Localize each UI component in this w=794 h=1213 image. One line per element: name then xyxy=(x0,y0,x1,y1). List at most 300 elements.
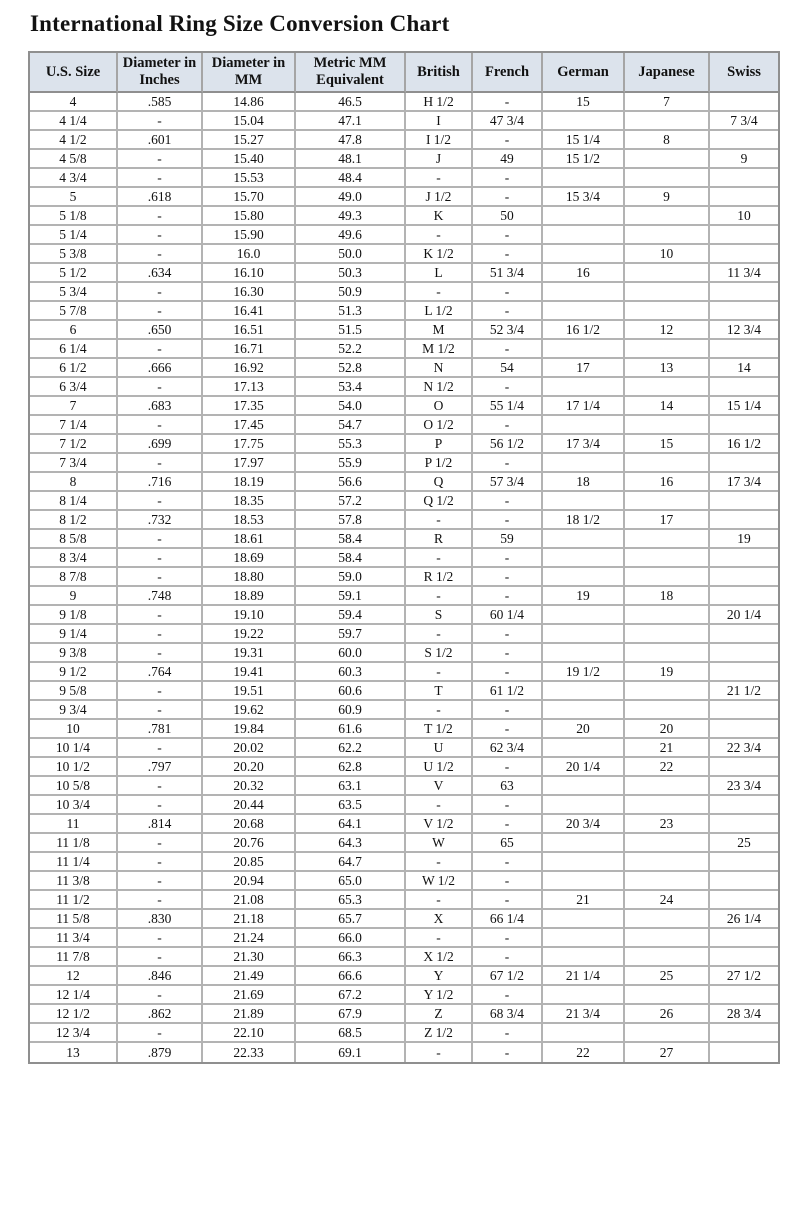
table-cell: 17 3/4 xyxy=(710,473,778,492)
table-cell: 48.1 xyxy=(296,150,406,169)
table-row xyxy=(30,397,778,416)
table-cell: 50.9 xyxy=(296,283,406,302)
table-cell xyxy=(543,777,625,796)
table-cell: - xyxy=(118,853,203,872)
table-cell: 20 3/4 xyxy=(543,815,625,834)
table-cell xyxy=(710,492,778,511)
table-cell xyxy=(625,625,710,644)
table-cell: 19.41 xyxy=(203,663,296,682)
table-cell: .781 xyxy=(118,720,203,739)
table-cell: 54.7 xyxy=(296,416,406,435)
table-cell: - xyxy=(473,625,543,644)
table-cell xyxy=(543,910,625,929)
table-cell: 58.4 xyxy=(296,549,406,568)
table-cell: 15 xyxy=(625,435,710,454)
table-row xyxy=(30,853,778,872)
table-cell: - xyxy=(118,796,203,815)
table-cell xyxy=(625,777,710,796)
table-cell: 11 1/8 xyxy=(30,834,118,853)
table-cell: 16.10 xyxy=(203,264,296,283)
table-cell: H 1/2 xyxy=(406,93,473,112)
table-cell: 12 1/2 xyxy=(30,1005,118,1024)
table-cell xyxy=(625,454,710,473)
table-cell: R xyxy=(406,530,473,549)
table-cell: - xyxy=(473,929,543,948)
table-cell: O xyxy=(406,397,473,416)
table-cell: 21.24 xyxy=(203,929,296,948)
table-cell: 11 3/4 xyxy=(30,929,118,948)
table-cell: - xyxy=(473,131,543,150)
table-cell xyxy=(543,625,625,644)
table-cell: 5 3/8 xyxy=(30,245,118,264)
table-row xyxy=(30,131,778,150)
table-header-cell: U.S. Size xyxy=(30,53,118,93)
table-cell: Y xyxy=(406,967,473,986)
table-cell xyxy=(625,150,710,169)
table-header-cell: French xyxy=(473,53,543,93)
table-cell xyxy=(710,587,778,606)
table-cell: .732 xyxy=(118,511,203,530)
table-cell: 7 xyxy=(625,93,710,112)
table-cell xyxy=(543,929,625,948)
table-cell: 67 1/2 xyxy=(473,967,543,986)
table-cell: 21.69 xyxy=(203,986,296,1005)
table-cell xyxy=(543,169,625,188)
table-cell: 65 xyxy=(473,834,543,853)
table-cell: 18 xyxy=(625,587,710,606)
table-cell: - xyxy=(118,682,203,701)
table-cell: - xyxy=(473,815,543,834)
table-row xyxy=(30,1005,778,1024)
table-cell: 22 xyxy=(543,1043,625,1062)
table-cell xyxy=(710,226,778,245)
table-cell: 10 5/8 xyxy=(30,777,118,796)
table-cell xyxy=(710,853,778,872)
table-cell: 47.8 xyxy=(296,131,406,150)
table-row xyxy=(30,796,778,815)
table-cell: 63.5 xyxy=(296,796,406,815)
table-cell xyxy=(710,948,778,967)
table-cell: - xyxy=(118,283,203,302)
table-cell: - xyxy=(118,986,203,1005)
table-cell: 20.02 xyxy=(203,739,296,758)
table-cell: 50 xyxy=(473,207,543,226)
table-row xyxy=(30,929,778,948)
table-cell: 22 xyxy=(625,758,710,777)
table-cell xyxy=(710,1024,778,1043)
table-cell: .830 xyxy=(118,910,203,929)
table-cell xyxy=(543,644,625,663)
table-cell xyxy=(710,169,778,188)
table-cell: 64.1 xyxy=(296,815,406,834)
table-row xyxy=(30,112,778,131)
table-cell: 9 xyxy=(625,188,710,207)
table-cell: 12 xyxy=(30,967,118,986)
table-header-cell: Diameter in MM xyxy=(203,53,296,93)
table-cell xyxy=(710,188,778,207)
table-cell: 56.6 xyxy=(296,473,406,492)
table-cell: 55.9 xyxy=(296,454,406,473)
table-cell: 10 xyxy=(625,245,710,264)
table-row xyxy=(30,93,778,112)
table-cell: .585 xyxy=(118,93,203,112)
table-cell: 19 xyxy=(710,530,778,549)
table-cell: V 1/2 xyxy=(406,815,473,834)
table-cell: 48.4 xyxy=(296,169,406,188)
table-cell: 5 7/8 xyxy=(30,302,118,321)
table-cell: 16.41 xyxy=(203,302,296,321)
table-cell: - xyxy=(118,625,203,644)
table-cell: 14.86 xyxy=(203,93,296,112)
table-cell: 9 3/8 xyxy=(30,644,118,663)
table-cell: 10 3/4 xyxy=(30,796,118,815)
table-cell: .764 xyxy=(118,663,203,682)
table-cell: - xyxy=(473,986,543,1005)
table-row xyxy=(30,454,778,473)
table-cell: - xyxy=(473,796,543,815)
table-cell: 21 xyxy=(543,891,625,910)
table-cell: 8 xyxy=(625,131,710,150)
table-cell: 27 1/2 xyxy=(710,967,778,986)
table-cell: 64.7 xyxy=(296,853,406,872)
table-cell: 17.97 xyxy=(203,454,296,473)
table-row xyxy=(30,606,778,625)
table-cell: 19.31 xyxy=(203,644,296,663)
table-cell: 61 1/2 xyxy=(473,682,543,701)
table-cell: - xyxy=(118,701,203,720)
table-cell: 21 3/4 xyxy=(543,1005,625,1024)
table-cell: .748 xyxy=(118,587,203,606)
table-cell: 19.10 xyxy=(203,606,296,625)
table-cell: 8 5/8 xyxy=(30,530,118,549)
table-cell xyxy=(710,720,778,739)
table-cell: 13 xyxy=(30,1043,118,1062)
table-cell xyxy=(710,929,778,948)
table-cell: - xyxy=(473,169,543,188)
table-cell: 7 xyxy=(30,397,118,416)
table-cell: - xyxy=(473,340,543,359)
table-cell: V xyxy=(406,777,473,796)
table-cell: 26 xyxy=(625,1005,710,1024)
table-cell: - xyxy=(473,587,543,606)
table-row xyxy=(30,891,778,910)
table-cell: 15.27 xyxy=(203,131,296,150)
table-cell: 47 3/4 xyxy=(473,112,543,131)
table-cell: 6 1/2 xyxy=(30,359,118,378)
table-cell: - xyxy=(473,549,543,568)
table-cell: 7 1/4 xyxy=(30,416,118,435)
table-cell: .797 xyxy=(118,758,203,777)
table-cell xyxy=(543,283,625,302)
table-cell: 25 xyxy=(625,967,710,986)
table-cell: 50.0 xyxy=(296,245,406,264)
table-cell xyxy=(543,549,625,568)
table-cell: - xyxy=(473,416,543,435)
table-cell xyxy=(710,872,778,891)
table-cell: 16.30 xyxy=(203,283,296,302)
table-cell: - xyxy=(473,568,543,587)
table-cell: - xyxy=(118,530,203,549)
table-cell xyxy=(710,815,778,834)
table-row xyxy=(30,777,778,796)
table-cell xyxy=(625,834,710,853)
table-cell: 62 3/4 xyxy=(473,739,543,758)
table-cell: .862 xyxy=(118,1005,203,1024)
table-cell xyxy=(543,226,625,245)
table-cell: 11 1/4 xyxy=(30,853,118,872)
table-row xyxy=(30,872,778,891)
table-header-cell: Metric MM Equivalent xyxy=(296,53,406,93)
table-cell: 4 xyxy=(30,93,118,112)
table-cell: 19 1/2 xyxy=(543,663,625,682)
table-row xyxy=(30,834,778,853)
table-cell xyxy=(543,302,625,321)
table-cell xyxy=(710,625,778,644)
table-cell xyxy=(625,492,710,511)
table-cell: 4 5/8 xyxy=(30,150,118,169)
table-cell xyxy=(710,131,778,150)
table-header-cell: Diameter in Inches xyxy=(118,53,203,93)
table-cell: L 1/2 xyxy=(406,302,473,321)
table-cell: - xyxy=(118,644,203,663)
table-cell: 15.80 xyxy=(203,207,296,226)
table-cell: 9 xyxy=(710,150,778,169)
table-cell: 18.80 xyxy=(203,568,296,587)
table-cell: - xyxy=(473,188,543,207)
table-cell: 6 1/4 xyxy=(30,340,118,359)
table-row xyxy=(30,948,778,967)
table-cell: 51.3 xyxy=(296,302,406,321)
table-cell xyxy=(625,682,710,701)
table-cell: 49.6 xyxy=(296,226,406,245)
table-cell xyxy=(710,758,778,777)
table-cell: 7 3/4 xyxy=(30,454,118,473)
table-cell xyxy=(625,378,710,397)
table-cell: 17 xyxy=(625,511,710,530)
table-cell: 66.3 xyxy=(296,948,406,967)
table-cell: 21 1/4 xyxy=(543,967,625,986)
table-cell: 19 xyxy=(625,663,710,682)
table-cell xyxy=(625,549,710,568)
table-cell: 19.84 xyxy=(203,720,296,739)
table-cell: 9 3/4 xyxy=(30,701,118,720)
table-row xyxy=(30,625,778,644)
table-header-cell: Japanese xyxy=(625,53,710,93)
table-cell xyxy=(625,853,710,872)
table-cell: 69.1 xyxy=(296,1043,406,1062)
table-cell: 68 3/4 xyxy=(473,1005,543,1024)
table-row xyxy=(30,739,778,758)
table-cell: - xyxy=(473,283,543,302)
table-cell: 57 3/4 xyxy=(473,473,543,492)
table-cell: 8 1/2 xyxy=(30,511,118,530)
table-cell: M xyxy=(406,321,473,340)
table-cell: 5 1/2 xyxy=(30,264,118,283)
table-cell xyxy=(710,796,778,815)
table-cell: S 1/2 xyxy=(406,644,473,663)
table-cell: .879 xyxy=(118,1043,203,1062)
table-cell: 5 3/4 xyxy=(30,283,118,302)
table-cell: 54 xyxy=(473,359,543,378)
table-cell xyxy=(543,834,625,853)
table-cell: U xyxy=(406,739,473,758)
table-cell: J 1/2 xyxy=(406,188,473,207)
table-cell: 10 1/2 xyxy=(30,758,118,777)
table-cell xyxy=(625,302,710,321)
table-cell xyxy=(543,682,625,701)
table-cell: .814 xyxy=(118,815,203,834)
table-cell: .650 xyxy=(118,321,203,340)
table-cell: 65.0 xyxy=(296,872,406,891)
table-cell: 14 xyxy=(710,359,778,378)
table-cell: 11 3/8 xyxy=(30,872,118,891)
table-row xyxy=(30,340,778,359)
table-cell: 20.20 xyxy=(203,758,296,777)
table-cell xyxy=(543,378,625,397)
table-cell: 15.53 xyxy=(203,169,296,188)
table-cell xyxy=(710,93,778,112)
table-cell: U 1/2 xyxy=(406,758,473,777)
table-row xyxy=(30,1024,778,1043)
table-cell: - xyxy=(118,948,203,967)
table-cell: 47.1 xyxy=(296,112,406,131)
table-cell xyxy=(710,663,778,682)
table-cell: I 1/2 xyxy=(406,131,473,150)
table-cell: 49.3 xyxy=(296,207,406,226)
table-cell: - xyxy=(118,549,203,568)
table-cell: .666 xyxy=(118,359,203,378)
table-cell: 49.0 xyxy=(296,188,406,207)
table-cell: .846 xyxy=(118,967,203,986)
table-cell: - xyxy=(118,207,203,226)
table-cell: 15.70 xyxy=(203,188,296,207)
table-cell: 59.1 xyxy=(296,587,406,606)
table-cell: - xyxy=(473,891,543,910)
table-cell: - xyxy=(406,853,473,872)
table-cell: - xyxy=(118,340,203,359)
table-cell: S xyxy=(406,606,473,625)
table-cell xyxy=(625,929,710,948)
table-row xyxy=(30,302,778,321)
table-cell xyxy=(543,606,625,625)
table-row xyxy=(30,150,778,169)
table-cell: 17 1/4 xyxy=(543,397,625,416)
table-row xyxy=(30,435,778,454)
table-cell: - xyxy=(473,853,543,872)
table-cell: 20 xyxy=(625,720,710,739)
table-cell: 12 1/4 xyxy=(30,986,118,1005)
table-cell xyxy=(543,796,625,815)
table-cell xyxy=(625,207,710,226)
table-header-row xyxy=(30,53,778,93)
table-cell: 18 xyxy=(543,473,625,492)
table-cell: 16.71 xyxy=(203,340,296,359)
table-cell xyxy=(625,264,710,283)
table-cell: O 1/2 xyxy=(406,416,473,435)
table-cell: - xyxy=(473,226,543,245)
table-cell: - xyxy=(473,701,543,720)
table-cell: 8 1/4 xyxy=(30,492,118,511)
table-cell: 16 1/2 xyxy=(710,435,778,454)
table-cell: - xyxy=(118,492,203,511)
table-row xyxy=(30,321,778,340)
table-cell: 20 1/4 xyxy=(543,758,625,777)
table-cell: 7 3/4 xyxy=(710,112,778,131)
table-row xyxy=(30,283,778,302)
table-cell: - xyxy=(473,872,543,891)
table-cell: 60.9 xyxy=(296,701,406,720)
table-cell: 8 3/4 xyxy=(30,549,118,568)
table-cell: 4 3/4 xyxy=(30,169,118,188)
table-cell: 15 1/4 xyxy=(543,131,625,150)
table-cell: - xyxy=(118,226,203,245)
table-row xyxy=(30,169,778,188)
table-cell: 26 1/4 xyxy=(710,910,778,929)
table-cell xyxy=(710,378,778,397)
table-cell: - xyxy=(118,777,203,796)
table-cell: 21.18 xyxy=(203,910,296,929)
table-cell: - xyxy=(406,1043,473,1062)
table-cell: 8 xyxy=(30,473,118,492)
table-cell: .683 xyxy=(118,397,203,416)
table-cell: 20.94 xyxy=(203,872,296,891)
table-cell: 66 1/4 xyxy=(473,910,543,929)
table-cell: 18.53 xyxy=(203,511,296,530)
table-row xyxy=(30,587,778,606)
table-cell: 17.35 xyxy=(203,397,296,416)
table-cell: 15.40 xyxy=(203,150,296,169)
table-cell xyxy=(543,872,625,891)
table-cell: - xyxy=(118,872,203,891)
table-cell xyxy=(543,112,625,131)
table-cell: 24 xyxy=(625,891,710,910)
table-cell: 18.69 xyxy=(203,549,296,568)
table-cell xyxy=(625,530,710,549)
table-row xyxy=(30,530,778,549)
table-cell: .618 xyxy=(118,188,203,207)
table-cell: - xyxy=(473,663,543,682)
table-cell: - xyxy=(118,568,203,587)
table-cell xyxy=(710,644,778,663)
table-cell: I xyxy=(406,112,473,131)
table-cell: 46.5 xyxy=(296,93,406,112)
table-cell xyxy=(625,872,710,891)
table-cell: - xyxy=(473,644,543,663)
table-cell xyxy=(710,283,778,302)
table-row xyxy=(30,815,778,834)
table-cell xyxy=(543,701,625,720)
table-cell: 21.08 xyxy=(203,891,296,910)
table-cell: W xyxy=(406,834,473,853)
table-cell xyxy=(625,283,710,302)
table-row xyxy=(30,967,778,986)
table-cell: 4 1/2 xyxy=(30,131,118,150)
table-cell xyxy=(543,245,625,264)
table-cell: 21 xyxy=(625,739,710,758)
table-row xyxy=(30,758,778,777)
table-cell: 12 3/4 xyxy=(30,1024,118,1043)
table-cell: - xyxy=(473,492,543,511)
table-cell: - xyxy=(406,625,473,644)
table-cell: 59 xyxy=(473,530,543,549)
table-cell: - xyxy=(118,929,203,948)
table-cell: 52 3/4 xyxy=(473,321,543,340)
table-row xyxy=(30,359,778,378)
table-cell xyxy=(710,568,778,587)
table-cell xyxy=(543,416,625,435)
table-cell xyxy=(543,739,625,758)
table-cell: 15.04 xyxy=(203,112,296,131)
